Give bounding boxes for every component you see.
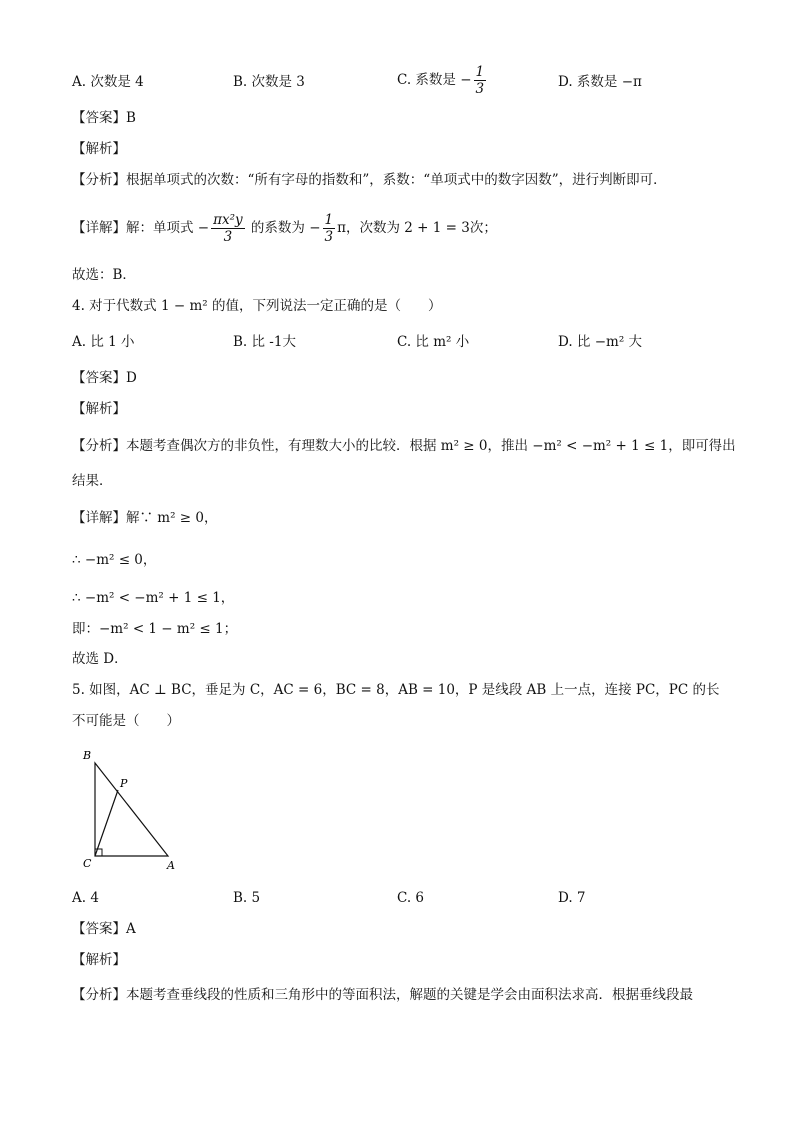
fraction bbox=[323, 212, 336, 245]
q5-option-d: D. 7 bbox=[558, 890, 586, 906]
q4-xiangjie-line3: ∴ −m² < −m² + 1 ≤ 1， bbox=[72, 590, 235, 606]
fraction-denominator: 3 bbox=[324, 229, 334, 245]
q4-option-d: D. 比 −m² 大 bbox=[558, 334, 643, 350]
q5-option-a: A. 4 bbox=[72, 890, 99, 906]
q5-stem-line2: 不可能是（ ） bbox=[72, 713, 180, 729]
label-b: B bbox=[83, 749, 92, 762]
q3-fenxi: 【分析】根据单项式的次数：“所有字母的指数和”，系数：“单项式中的数字因数”，进行判断即可． bbox=[72, 172, 667, 188]
fraction bbox=[474, 64, 487, 97]
q4-choose: 故选 D． bbox=[72, 651, 128, 667]
q5-stem-line1: 5. 如图，AC ⊥ BC，垂足为 C，AC = 6，BC = 8，AB = 10，P 是线段 AB 上一点，连接 PC，PC 的长 bbox=[72, 682, 720, 698]
q4-xiangjie-line1: 【详解】解∵ m² ≥ 0， bbox=[72, 510, 218, 526]
q4-xiangjie-line2: ∴ −m² ≤ 0， bbox=[72, 552, 157, 568]
q5-option-b: B. 5 bbox=[233, 890, 261, 906]
q3-xiangjie-mid: 的系数为 − bbox=[246, 220, 321, 236]
q3-option-c-prefix: C. 系数是 − bbox=[397, 72, 472, 88]
q3-xiangjie-prefix: 【详解】解：单项式 − bbox=[72, 220, 210, 236]
q4-option-a: A. 比 1 小 bbox=[72, 334, 135, 350]
q4-option-b: B. 比 -1大 bbox=[233, 334, 296, 350]
q3-xiangjie-suffix: π，次数为 2 + 1 = 3次； bbox=[337, 220, 497, 236]
q3-option-d: D. 系数是 −π bbox=[558, 74, 642, 90]
q3-option-a: A. 次数是 4 bbox=[72, 74, 144, 90]
segment-pc bbox=[95, 790, 118, 856]
q4-fenxi-line2: 结果． bbox=[72, 473, 113, 489]
q4-stem: 4. 对于代数式 1 − m² 的值，下列说法一定正确的是（ ） bbox=[72, 298, 442, 314]
q3-analysis-heading: 【解析】 bbox=[72, 141, 126, 157]
fraction-denominator: 3 bbox=[475, 81, 485, 97]
q5-analysis-heading: 【解析】 bbox=[72, 952, 126, 968]
q3-answer: 【答案】B bbox=[72, 110, 136, 126]
label-p: P bbox=[120, 777, 128, 790]
q4-analysis-heading: 【解析】 bbox=[72, 401, 126, 417]
fraction-numerator: 1 bbox=[475, 64, 485, 80]
q5-fenxi: 【分析】本题考查垂线段的性质和三角形中的等面积法，解题的关键是学会由面积法求高．根据垂线段最 bbox=[72, 987, 693, 1003]
fraction-numerator: πx²y bbox=[213, 212, 243, 228]
q3-xiangjie bbox=[72, 212, 497, 245]
fraction-numerator: 1 bbox=[324, 212, 334, 228]
q4-fenxi-line1: 【分析】本题考查偶次方的非负性，有理数大小的比较．根据 m² ≥ 0，推出 −m² < −m² + 1 ≤ 1，即可得出 bbox=[72, 438, 736, 454]
q4-answer: 【答案】D bbox=[72, 370, 137, 386]
q5-option-c: C. 6 bbox=[397, 890, 425, 906]
fraction bbox=[211, 212, 245, 245]
q3-choose: 故选：B． bbox=[72, 267, 136, 283]
q4-xiangjie-line4: 即：−m² < 1 − m² ≤ 1； bbox=[72, 621, 238, 637]
q4-option-c: C. 比 m² 小 bbox=[397, 334, 470, 350]
q3-option-b: B. 次数是 3 bbox=[233, 74, 305, 90]
q5-answer: 【答案】A bbox=[72, 921, 136, 937]
q3-option-c bbox=[397, 64, 488, 97]
triangle-abc bbox=[95, 763, 168, 856]
fraction-denominator: 3 bbox=[223, 229, 233, 245]
label-c: C bbox=[83, 857, 92, 870]
triangle-figure bbox=[78, 745, 188, 875]
label-a: A bbox=[167, 859, 175, 872]
